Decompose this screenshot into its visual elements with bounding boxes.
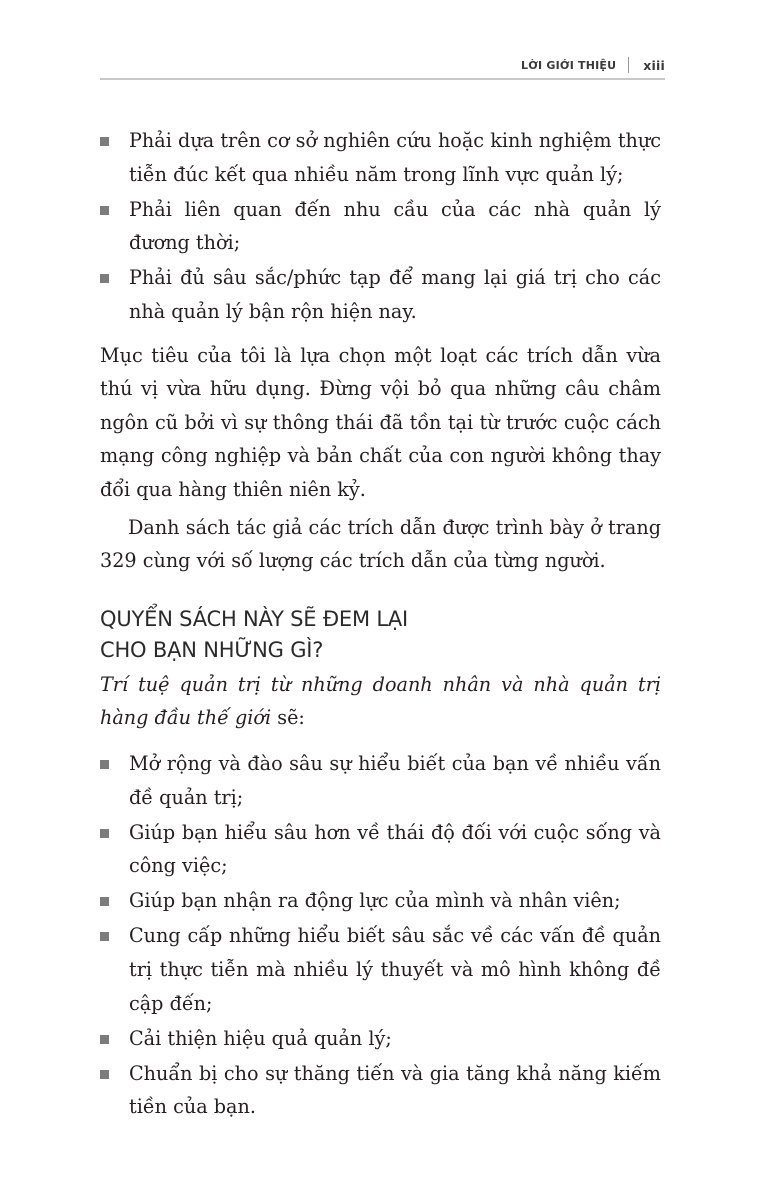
- square-bullet-icon: [100, 760, 109, 769]
- list-item-text: Giúp bạn hiểu sâu hơn về thái độ đối với cuộc sống và công việc;: [129, 820, 661, 878]
- section-heading-line-1: QUYỂN SÁCH NÀY SẼ ĐEM LẠI: [100, 606, 409, 631]
- body-paragraph: Mục tiêu của tôi là lựa chọn một loạt các trích dẫn vừa thú vị vừa hữu dụng. Đừng vội bỏ qua những câu châm ngôn cũ bởi vì sự thông thái đã tồn tại từ trước cuộc cách mạng công nghiệp và bản chất của con người không thay đổi qua hàng thiên niên kỷ.: [100, 343, 661, 501]
- chapter-title: LỜI GIỚI THIỆU: [521, 58, 617, 72]
- list-item: [100, 1022, 661, 1056]
- header-divider: [628, 57, 629, 73]
- benefits-list: [100, 747, 661, 1124]
- list-item: [100, 816, 661, 883]
- square-bullet-icon: [100, 932, 109, 941]
- square-bullet-icon: [100, 137, 109, 146]
- list-item: [100, 124, 661, 191]
- running-header-right: [521, 56, 665, 74]
- section-heading-line-2: CHO BẠN NHỮNG GÌ?: [100, 637, 324, 662]
- body-paragraph: Danh sách tác giả các trích dẫn được trình bày ở trang 329 cùng với số lượng các trích dẫn của từng người.: [100, 515, 661, 573]
- running-header: [100, 56, 665, 80]
- list-item: [100, 747, 661, 814]
- lead-suffix: sẽ:: [271, 706, 305, 730]
- book-title-italic: Trí tuệ quản trị từ những doanh nhân và nhà quản trị hàng đầu thế giới: [100, 672, 661, 730]
- criteria-list: [100, 124, 661, 329]
- square-bullet-icon: [100, 206, 109, 215]
- section-lead: [100, 668, 661, 735]
- list-item-text: Mở rộng và đào sâu sự hiểu biết của bạn về nhiều vấn đề quản trị;: [129, 751, 661, 809]
- list-item: [100, 193, 661, 260]
- list-item-text: Phải đủ sâu sắc/phức tạp để mang lại giá trị cho các nhà quản lý bận rộn hiện nay.: [129, 266, 661, 323]
- list-item-text: Phải dựa trên cơ sở nghiên cứu hoặc kinh nghiệm thực tiễn đúc kết qua nhiều năm trong lĩnh vực quản lý;: [129, 129, 661, 186]
- page-body: [100, 124, 661, 1125]
- square-bullet-icon: [100, 897, 109, 906]
- list-item: [100, 884, 661, 918]
- section-heading: [100, 604, 661, 666]
- list-item-text: Cung cấp những hiểu biết sâu sắc về các vấn đề quản trị thực tiễn mà nhiều lý thuyết và mô hình không đề cập đến;: [129, 924, 661, 1015]
- square-bullet-icon: [100, 1035, 109, 1044]
- list-item-text: Chuẩn bị cho sự thăng tiến và gia tăng khả năng kiếm tiền của bạn.: [129, 1061, 661, 1119]
- list-item: [100, 1057, 661, 1124]
- square-bullet-icon: [100, 274, 109, 283]
- list-item: [100, 261, 661, 328]
- list-item-text: Giúp bạn nhận ra động lực của mình và nhân viên;: [129, 889, 621, 913]
- page-number: xiii: [643, 57, 665, 73]
- square-bullet-icon: [100, 1070, 109, 1079]
- square-bullet-icon: [100, 829, 109, 838]
- list-item-text: Phải liên quan đến nhu cầu của các nhà quản lý đương thời;: [129, 197, 661, 255]
- list-item-text: Cải thiện hiệu quả quản lý;: [129, 1026, 392, 1050]
- list-item: [100, 919, 661, 1020]
